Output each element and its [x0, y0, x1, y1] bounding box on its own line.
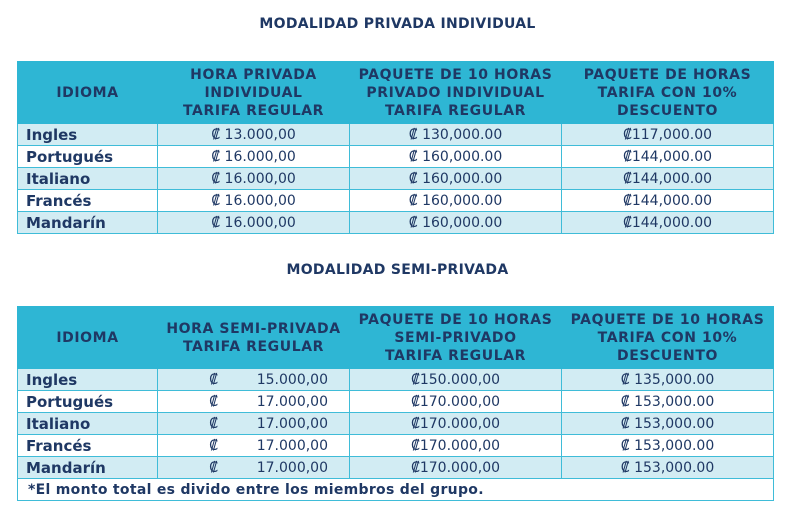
header-paquete-descuento: PAQUETE DE 10 HORAS TARIFA CON 10% DESCUENTO [562, 307, 774, 369]
table-row [18, 457, 774, 479]
table-row [18, 124, 774, 146]
footnote-row [18, 479, 774, 501]
discount-rate-cell: ₡144,000.00 [562, 212, 774, 234]
discount-rate-cell: ₡ 153,000.00 [562, 435, 774, 457]
package-rate-cell: ₡170.000,00 [350, 457, 562, 479]
language-cell: Ingles [18, 124, 158, 146]
language-cell: Italiano [18, 413, 158, 435]
semi-private-header-row [18, 307, 774, 369]
language-cell: Mandarín [18, 457, 158, 479]
hour-rate-value: 15.000,00 [256, 371, 328, 388]
currency-symbol: ₡ [209, 415, 218, 432]
language-cell: Francés [18, 435, 158, 457]
table-row [18, 168, 774, 190]
currency-symbol: ₡ [209, 393, 218, 410]
package-rate-cell: ₡ 160,000.00 [350, 168, 562, 190]
hour-rate-cell [158, 435, 350, 457]
discount-rate-cell: ₡ 153,000.00 [562, 457, 774, 479]
header-paquete-descuento: PAQUETE DE HORAS TARIFA CON 10% DESCUENTO [562, 62, 774, 124]
language-cell: Ingles [18, 369, 158, 391]
section-title-semi-private: MODALIDAD SEMI-PRIVADA [286, 262, 509, 278]
language-cell: Francés [18, 190, 158, 212]
discount-rate-cell: ₡144,000.00 [562, 190, 774, 212]
hour-rate-cell: ₡ 16.000,00 [158, 190, 350, 212]
language-cell: Portugués [18, 146, 158, 168]
discount-rate-cell: ₡117,000.00 [562, 124, 774, 146]
table-row [18, 435, 774, 457]
header-hora-privada: HORA PRIVADA INDIVIDUAL TARIFA REGULAR [158, 62, 350, 124]
discount-rate-cell: ₡ 135,000.00 [562, 369, 774, 391]
package-rate-cell: ₡170.000,00 [350, 391, 562, 413]
footnote: *El monto total es divido entre los miembros del grupo. [18, 479, 774, 501]
package-rate-cell: ₡170.000,00 [350, 435, 562, 457]
table-row [18, 369, 774, 391]
hour-rate-cell: ₡ 16.000,00 [158, 212, 350, 234]
private-rates-table [17, 61, 774, 234]
hour-rate-value: 17.000,00 [256, 459, 328, 476]
discount-rate-cell: ₡ 153,000.00 [562, 413, 774, 435]
hour-rate-cell [158, 369, 350, 391]
table-row [18, 391, 774, 413]
private-header-row [18, 62, 774, 124]
currency-symbol: ₡ [209, 459, 218, 476]
hour-rate-cell [158, 413, 350, 435]
discount-rate-cell: ₡144,000.00 [562, 168, 774, 190]
discount-rate-cell: ₡ 153,000.00 [562, 391, 774, 413]
currency-symbol: ₡ [209, 371, 218, 388]
hour-rate-cell: ₡ 13.000,00 [158, 124, 350, 146]
discount-rate-cell: ₡144,000.00 [562, 146, 774, 168]
hour-rate-cell: ₡ 16.000,00 [158, 168, 350, 190]
header-idioma: IDIOMA [18, 307, 158, 369]
language-cell: Mandarín [18, 212, 158, 234]
hour-rate-cell [158, 457, 350, 479]
table-row [18, 190, 774, 212]
header-hora-semi-privada: HORA SEMI-PRIVADA TARIFA REGULAR [158, 307, 350, 369]
package-rate-cell: ₡170.000,00 [350, 413, 562, 435]
table-row [18, 146, 774, 168]
package-rate-cell: ₡ 130,000.00 [350, 124, 562, 146]
package-rate-cell: ₡150.000,00 [350, 369, 562, 391]
currency-symbol: ₡ [209, 437, 218, 454]
header-paquete-10-horas: PAQUETE DE 10 HORAS PRIVADO INDIVIDUAL TARIFA REGULAR [350, 62, 562, 124]
package-rate-cell: ₡ 160,000.00 [350, 212, 562, 234]
hour-rate-cell [158, 391, 350, 413]
header-idioma: IDIOMA [18, 62, 158, 124]
table-row [18, 413, 774, 435]
hour-rate-value: 17.000,00 [256, 393, 328, 410]
semi-private-rates-table [17, 306, 774, 501]
hour-rate-value: 17.000,00 [256, 437, 328, 454]
table-row [18, 212, 774, 234]
header-paquete-10-horas: PAQUETE DE 10 HORAS SEMI-PRIVADO TARIFA REGULAR [350, 307, 562, 369]
language-cell: Portugués [18, 391, 158, 413]
package-rate-cell: ₡ 160,000.00 [350, 190, 562, 212]
language-cell: Italiano [18, 168, 158, 190]
package-rate-cell: ₡ 160,000.00 [350, 146, 562, 168]
section-title-private: MODALIDAD PRIVADA INDIVIDUAL [259, 16, 536, 32]
hour-rate-value: 17.000,00 [256, 415, 328, 432]
hour-rate-cell: ₡ 16.000,00 [158, 146, 350, 168]
